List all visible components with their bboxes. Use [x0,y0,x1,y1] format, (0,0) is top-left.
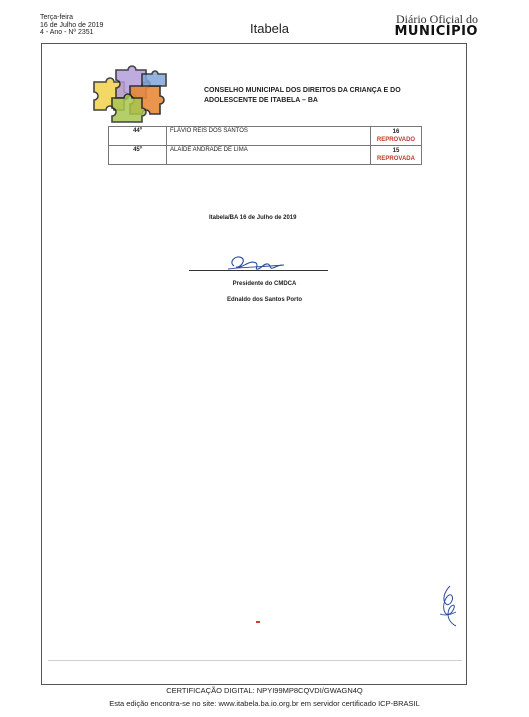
header-edition: 4 - Ano - Nº 2351 [40,29,94,36]
council-line-2: ADOLESCENTE DE ITABELA – BA [204,97,318,104]
table-row [109,127,422,146]
name-cell: ALAÍDE ANDRADE DE LIMA [167,146,371,165]
score-value: 16 [392,129,400,135]
results-table [108,126,422,165]
site-note: Esta edição encontra-se no site: www.itabela.ba.io.org.br em servidor certificado ICP-BRASIL [109,699,420,708]
digital-certification: CERTIFICAÇÃO DIGITAL: NPYI99MP8CQVDI/GWAGN4Q [166,686,363,695]
header-brand [394,13,478,39]
rank-cell: 45º [109,146,167,165]
council-line-1: CONSELHO MUNICIPAL DOS DIREITOS DA CRIANÇA E DO [204,87,401,94]
initials-icon [438,584,458,630]
header-city: Itabela [250,21,290,36]
status-badge: REPROVADO [376,137,416,143]
result-cell [371,127,422,146]
result-cell [371,146,422,165]
header-weekday: Terça-feira [40,14,74,21]
puzzle-logo-icon [86,64,170,124]
status-badge: REPROVADA [377,156,415,162]
score-value: 15 [392,148,400,154]
signer-name: Ednaldo dos Santos Porto [226,297,302,303]
rank-cell: 44º [109,127,167,146]
name-cell: FLÁVIO REIS DOS SANTOS [167,127,371,146]
red-mark [256,621,260,623]
council-heading [204,86,434,106]
signature-line [189,270,328,271]
table-row [109,146,422,165]
header-date-block [40,14,103,37]
signer-role: Presidente do CMDCA [232,281,297,287]
brand-top: Diário Oficial do [396,12,478,26]
frame-rule [48,660,462,661]
header-date: 16 de Julho de 2019 [40,21,104,29]
brand-bottom: MUNICÍPIO [394,24,478,39]
place-date: Itabela/BA 16 de Julho de 2019 [209,215,297,221]
